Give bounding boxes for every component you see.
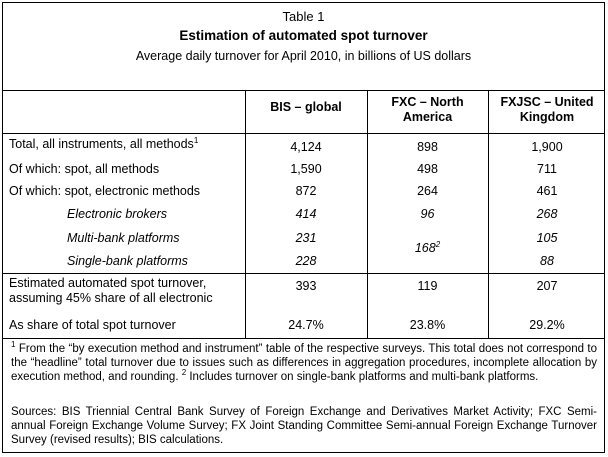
table-cell: 898 [417,140,438,154]
table-cell: 231 [295,231,317,245]
table-cell: 498 [417,162,438,176]
row-label-estimated: Estimated automated spot turnover, assuming 45% share of all electronic [9,276,213,305]
table-header [3,9,604,63]
table-cell: 23.8% [409,318,446,332]
rule-header-top [3,90,604,91]
table-cell: 24.7% [288,318,324,332]
table-subtitle: Average daily turnover for April 2010, in billions of US dollars [135,49,472,63]
rule-header-bottom [3,133,604,134]
table-cell: 96 [420,207,435,221]
table-cell: 414 [295,207,317,221]
table-title: Estimation of automated spot turnover [179,28,428,43]
table-cell: 711 [537,162,557,176]
table-cell: 119 [417,279,438,293]
table-frame [2,2,605,453]
row-label-single-bank: Single-bank platforms [67,254,188,268]
table-cell: 264 [417,184,438,198]
table-cell: 393 [295,279,317,293]
table-label: Table 1 [282,9,325,24]
table-cell: 228 [295,254,317,268]
column-header-bis: BIS – global [270,100,342,114]
footnote-marker-1: 1 [193,136,199,145]
table-cell: 268 [536,207,558,221]
row-label-spot-all: Of which: spot, all methods [9,162,160,176]
sources-note: Sources: BIS Triennial Central Bank Survey of Foreign Exchange and Derivatives Market Activity; FXC Semi-annual Foreign Exchange Volume Survey; FX Joint Standing Committee Semi-annual Foreign Exchange Turnover Survey (revised results); BIS calculations. [11,406,597,446]
table-cell: 207 [536,279,558,293]
row-label-electronic-brokers: Electronic brokers [67,207,168,221]
footnote: $^1$ From the “by execution method and instrument” table of the respective surveys. This total does not correspond to the “headline” total turnover due to issues such as differences in aggregation procedures, incomplete allocation by execution method, and rounding. $^2$ Includes turnover on single-bank platforms and multi-bank platforms. [11,340,597,383]
table-cell: 461 [536,184,558,198]
table-cell: 29.2% [529,318,565,332]
column-header-fxjsc: FXJSC – United Kingdom [500,95,594,124]
footnote-marker-2: 2 [435,240,441,249]
row-label-spot-electronic: Of which: spot, electronic methods [9,184,201,198]
column-header-fxc: FXC – North America [391,95,464,124]
table-cell: 88 [540,254,554,268]
table-cell-merged: $168^2$ [414,240,441,255]
row-label-total: Total, all instruments, all methods$^1$ [9,136,199,151]
table-cell: 1,590 [290,162,322,176]
rule-table-bottom [3,338,604,339]
table-cell: 872 [295,184,317,198]
table-cell: 4,124 [290,140,322,154]
row-label-share: As share of total spot turnover [9,318,176,332]
row-label-multi-bank: Multi-bank platforms [67,231,180,245]
rule-body-split [3,273,604,274]
table-cell: 105 [536,231,558,245]
table-cell: 1,900 [531,140,563,154]
